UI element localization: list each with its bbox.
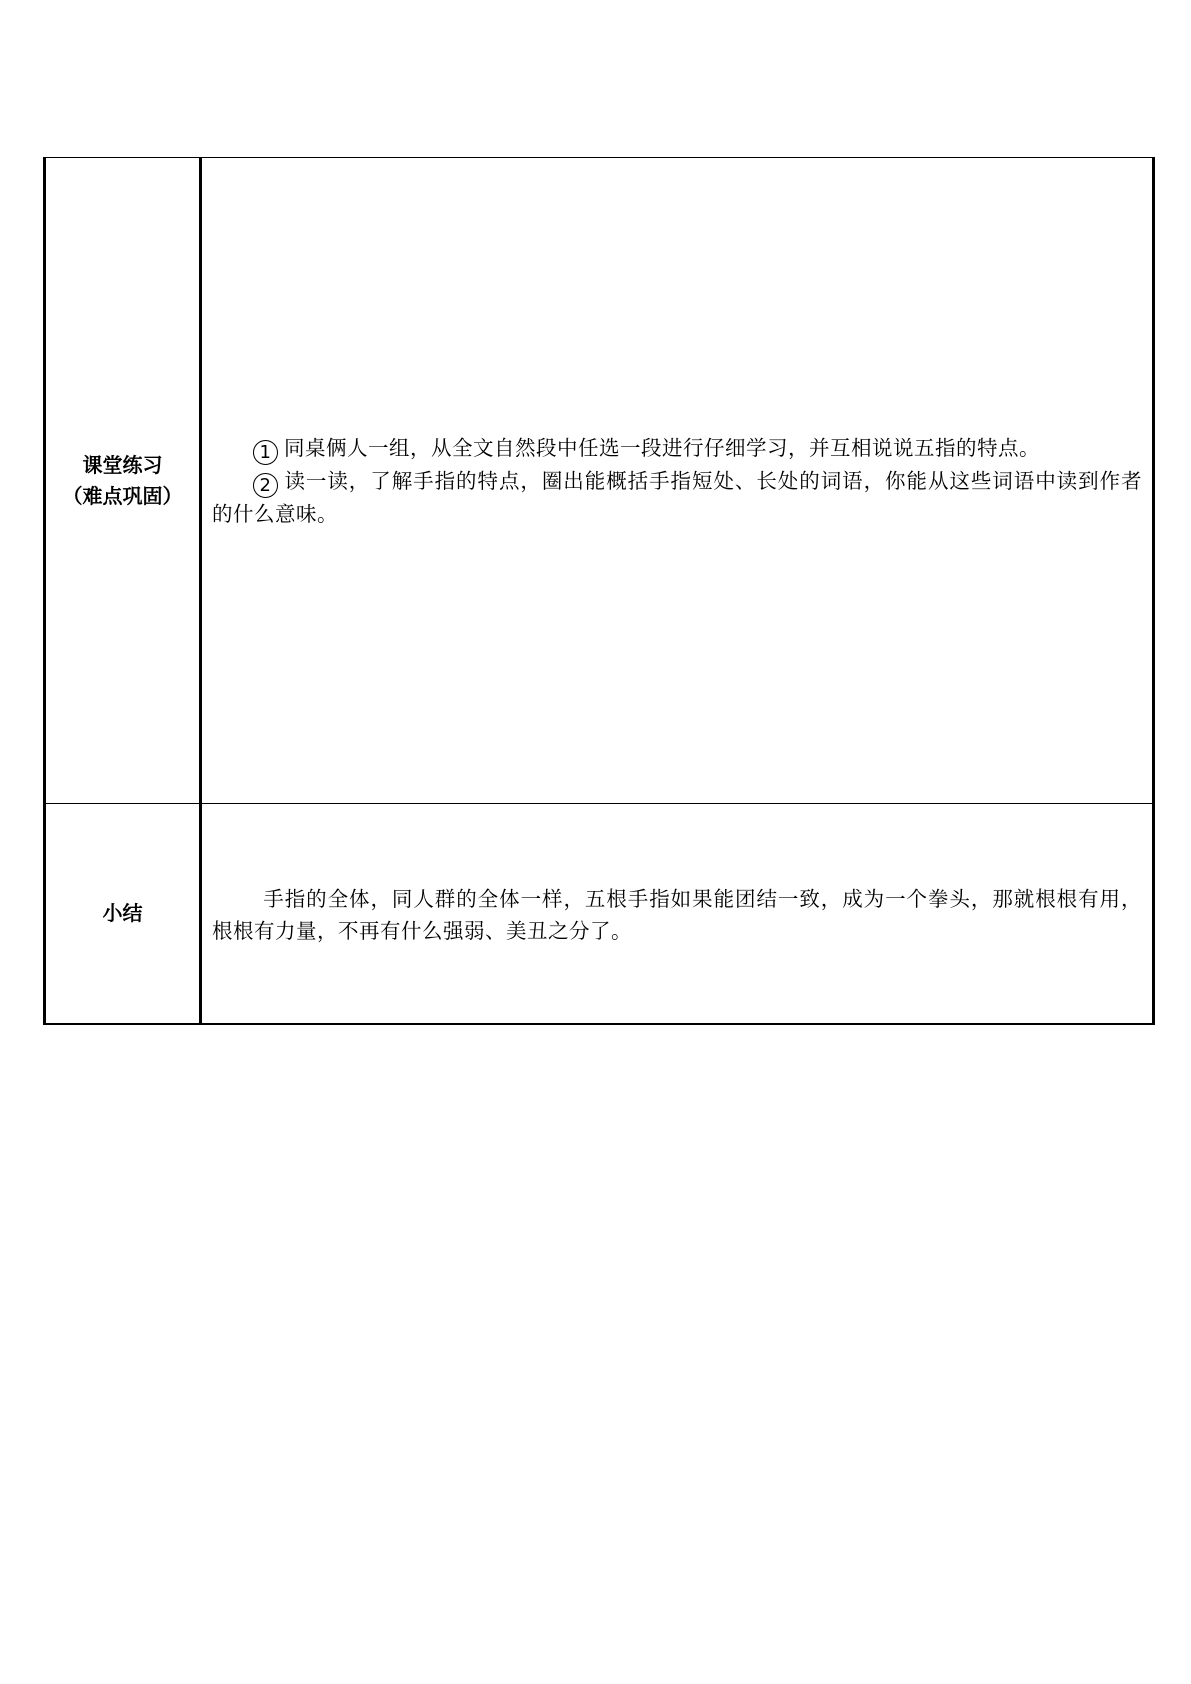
practice-row (45, 158, 1154, 804)
summary-content-cell (201, 804, 1154, 1024)
practice-item-1-text: 同桌俩人一组，从全文自然段中任选一段进行仔细学习，并互相说说五指的特点。 (284, 435, 1040, 460)
practice-label-title: 课堂练习 (82, 452, 163, 477)
practice-item-2 (212, 465, 1142, 530)
circled-number-1: 1 (253, 440, 278, 465)
summary-row (45, 804, 1154, 1024)
summary-label: 小结 (102, 900, 143, 925)
practice-item-2-text: 读一读，了解手指的特点，圈出能概括手指短处、长处的词语，你能从这些词语中读到作者的什么意味。 (212, 468, 1142, 526)
practice-label-subtitle: （难点巩固） (62, 483, 183, 508)
lesson-table (43, 157, 1155, 1025)
practice-item-1 (212, 432, 1142, 465)
summary-label-cell (45, 804, 201, 1024)
practice-label-cell (45, 158, 201, 804)
summary-text: 手指的全体，同人群的全体一样，五根手指如果能团结一致，成为一个拳头，那就根根有用，根根有力量，不再有什么强弱、美丑之分了。 (212, 887, 1142, 944)
practice-content-cell (201, 158, 1154, 804)
circled-number-2: 2 (253, 473, 278, 498)
